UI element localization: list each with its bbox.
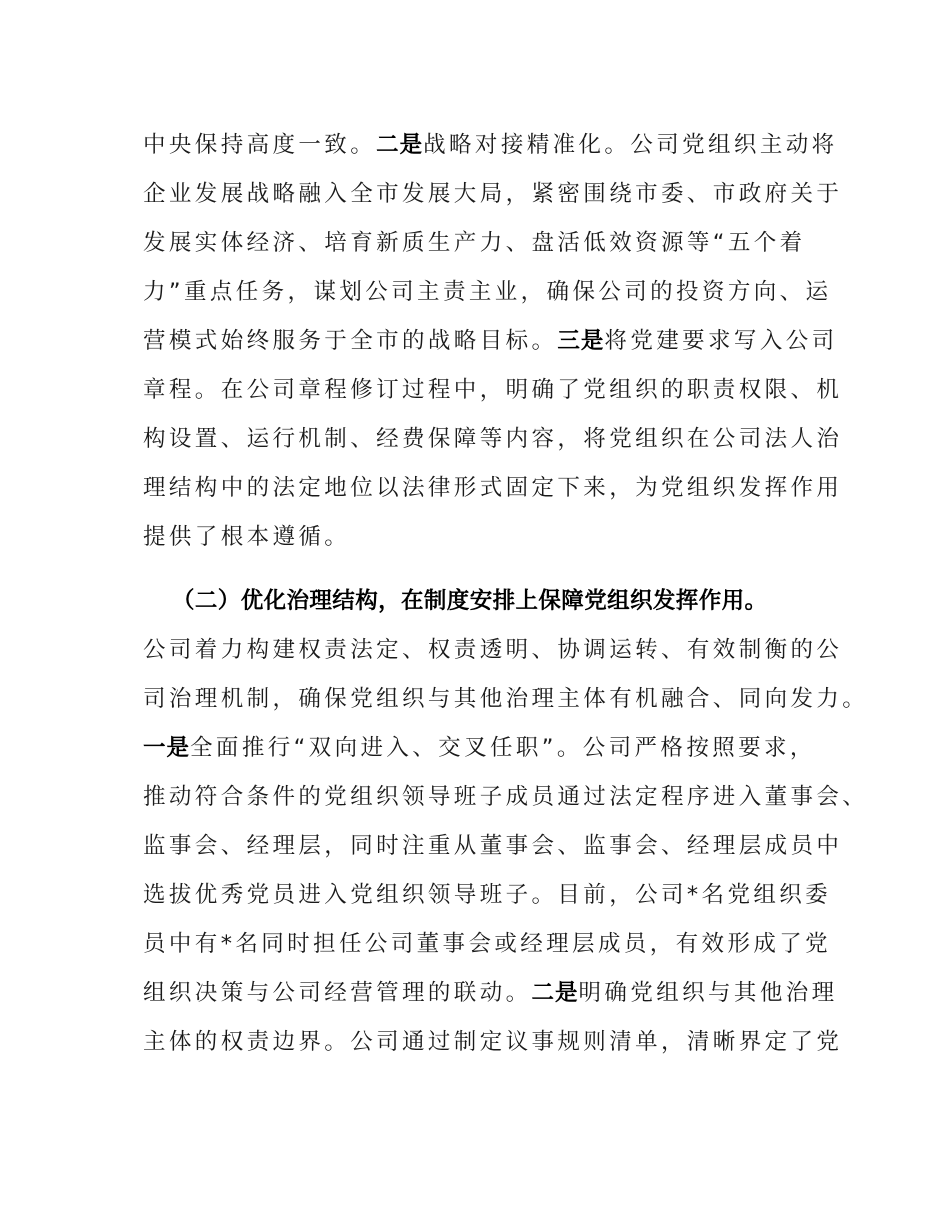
bold-keyword: 二是 <box>376 132 424 158</box>
text-line <box>143 327 838 355</box>
text-line: 推动符合条件的党组织领导班子成员通过法定程序进入董事会、 <box>143 784 869 810</box>
text-line: 公司着力构建权责法定、权责透明、协调运转、有效制衡的公 <box>143 637 843 663</box>
section-heading: （二）优化治理结构，在制度安排上保障党组织发挥作用。 <box>172 588 768 614</box>
text-line: 理结构中的法定地位以法律形式固定下来，为党组织发挥作用 <box>143 475 843 501</box>
text-line: 力”重点任务，谋划公司主责主业，确保公司的投资方向、运 <box>143 279 832 305</box>
text-line: 选拔优秀党员进入党组织领导班子。目前，公司*名党组织委 <box>143 882 832 908</box>
text-line: 提供了根本遵循。 <box>143 524 351 550</box>
text-line <box>143 131 838 159</box>
text-line: 主体的权责边界。公司通过制定议事规则清单，清晰界定了党 <box>143 1029 843 1055</box>
text-line: 章程。在公司章程修订过程中，明确了党组织的职责权限、机 <box>143 377 843 403</box>
text-line: 司治理机制，确保党组织与其他治理主体有机融合、同向发力。 <box>143 686 869 712</box>
text-line: 员中有*名同时担任公司董事会或经理层成员，有效形成了党 <box>143 931 832 957</box>
text-line <box>143 734 816 762</box>
bold-keyword: 二是 <box>531 980 579 1006</box>
bold-keyword: 一是 <box>143 735 191 761</box>
text-run: 全面推行“双向进入、交叉任职”。公司严格按照要求， <box>190 735 816 761</box>
text-line: 发展实体经济、培育新质生产力、盘活低效资源等“五个着 <box>143 230 806 256</box>
text-run: 将党建要求写入公司 <box>604 328 838 354</box>
text-line: 企业发展战略融入全市发展大局，紧密围绕市委、市政府关于 <box>143 181 843 207</box>
text-line <box>143 979 838 1007</box>
bold-keyword: 三是 <box>557 328 605 354</box>
text-line: 监事会、经理层，同时注重从董事会、监事会、经理层成员中 <box>143 833 843 859</box>
text-run: 中央保持高度一致。 <box>143 132 377 158</box>
text-run: 明确党组织与其他治理 <box>578 980 838 1006</box>
text-run: 营模式始终服务于全市的战略目标。 <box>143 328 558 354</box>
text-line: 构设置、运行机制、经费保障等内容，将党组织在公司法人治 <box>143 426 843 452</box>
text-run: 组织决策与公司经营管理的联动。 <box>143 980 532 1006</box>
text-run: 战略对接精准化。公司党组织主动将 <box>423 132 838 158</box>
